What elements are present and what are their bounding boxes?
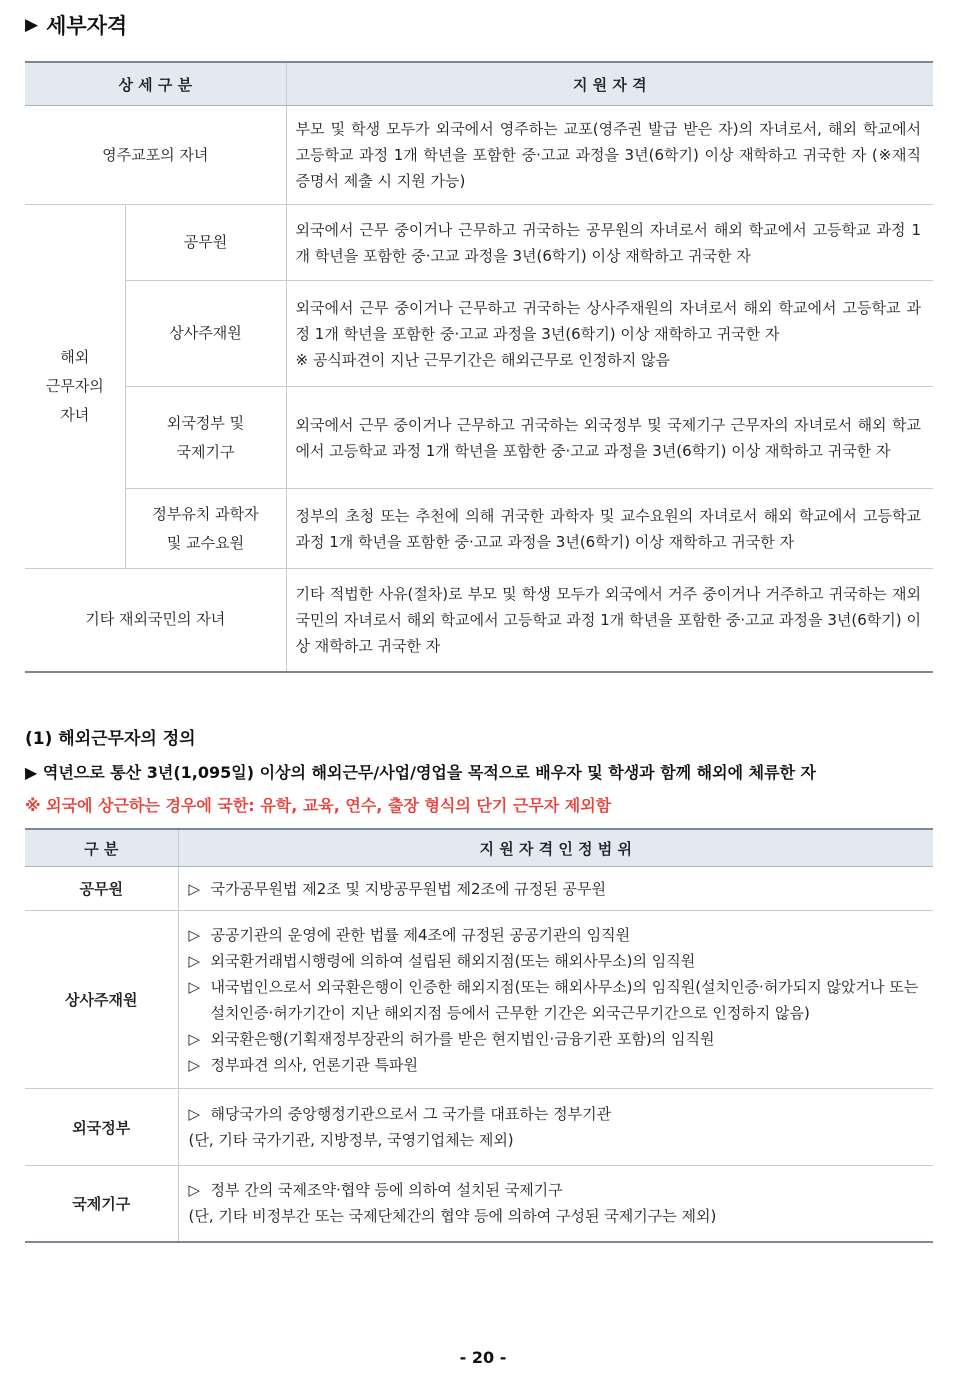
definition-rule-text: 역년으로 통산 3년(1,095일) 이상의 해외근무/사업/영업을 목적으로 배우자 및 학생과 함께 해외에 체류한 자 bbox=[42, 763, 817, 782]
row-label-business: 상사주재원 bbox=[25, 911, 178, 1089]
list-item bbox=[189, 876, 922, 902]
triangle-outline-icon: ▷ bbox=[188, 1181, 201, 1200]
page-number: - 20 - bbox=[459, 1348, 507, 1367]
list-item-text: 정부 간의 국제조약·협약 등에 의하여 설치된 국제기구 bbox=[210, 1181, 563, 1200]
list-item-text: 해당국가의 중앙행정기관으로서 그 국가를 대표하는 정부기관 bbox=[210, 1105, 612, 1123]
row-label-other: 기타 재외국민의 자녀 bbox=[25, 569, 286, 672]
row-label-civil: 공무원 bbox=[25, 867, 178, 911]
row-list-business bbox=[178, 911, 933, 1089]
list-item bbox=[189, 974, 922, 1026]
definition-title: (1) 해외근무자의 정의 bbox=[25, 729, 196, 749]
row-desc-business-note: ※ 공식파견이 지난 근무기간은 해외근무로 인정하지 않음 bbox=[295, 350, 670, 369]
table-row bbox=[25, 1166, 933, 1242]
table-header-row bbox=[25, 829, 933, 867]
section-title-text: 세부자격 bbox=[46, 14, 128, 38]
definition-note: ※ 외국에 상근하는 경우에 국한: 유학, 교육, 연수, 출장 형식의 단기 근무자 제외함 bbox=[25, 796, 612, 815]
triangle-bullet-icon: ▶ bbox=[25, 15, 39, 35]
row-label-foreign-gov bbox=[125, 387, 286, 489]
section-title bbox=[25, 10, 127, 40]
qualification-table bbox=[25, 61, 933, 673]
table-row bbox=[25, 911, 933, 1089]
row-desc-business bbox=[286, 281, 933, 387]
row-label-intl-org: 국제기구 bbox=[25, 1166, 178, 1242]
row-label-scientist bbox=[125, 489, 286, 569]
triangle-outline-icon: ▷ bbox=[188, 879, 201, 898]
list-item-extra: (단, 기타 국가기관, 지방정부, 국영기업체는 제외) bbox=[188, 1131, 514, 1149]
header-category: 구 분 bbox=[25, 829, 178, 867]
table-row bbox=[25, 1089, 933, 1166]
table-row bbox=[25, 867, 933, 911]
row-label-line: 정부유치 과학자 bbox=[152, 504, 259, 523]
triangle-outline-icon: ▷ bbox=[188, 1055, 201, 1074]
header-category: 상 세 구 분 bbox=[25, 62, 286, 106]
row-label-line: 외국정부 및 bbox=[166, 413, 245, 432]
list-item-text: 외국환은행(기획재정부장관의 허가를 받은 현지법인·금융기관 포함)의 임직원 bbox=[210, 1029, 715, 1048]
list-item-text: 공공기관의 운영에 관한 법률 제4조에 규정된 공공기관의 임직원 bbox=[210, 925, 631, 944]
triangle-outline-icon: ▷ bbox=[188, 1029, 201, 1048]
row-label-foreign-gov: 외국정부 bbox=[25, 1089, 178, 1166]
group-label-line: 자녀 bbox=[60, 406, 90, 424]
list-item-text: 내국법인으로서 외국환은행이 인증한 해외지점(또는 해외사무소)의 임직원(설치인증·허가되지 않았거나 또는 설치인증·허가기간이 지난 해외지점 등에서 근무한 기간은 외국근무기간으로 인정하지 않음) bbox=[210, 977, 919, 1022]
triangle-outline-icon: ▷ bbox=[188, 951, 201, 970]
row-label-line: 및 교수요원 bbox=[166, 533, 245, 552]
list-item bbox=[189, 1101, 922, 1127]
row-desc-permanent: 부모 및 학생 모두가 외국에서 영주하는 교포(영주권 발급 받은 자)의 자녀로서, 해외 학교에서 고등학교 과정 1개 학년을 포함한 중·고교 과정을 3년(6학기) 이상 재학하고 귀국한 자 (※재직증명서 제출 시 지원 가능) bbox=[286, 106, 933, 205]
triangle-outline-icon: ▷ bbox=[188, 1105, 201, 1123]
group-label-overseas-workers bbox=[25, 205, 125, 569]
row-label-line: 국제기구 bbox=[176, 442, 235, 461]
triangle-bullet-icon: ▶ bbox=[25, 763, 43, 782]
table-row bbox=[25, 205, 933, 281]
list-item-text: 외국환거래법시행령에 의하여 설립된 해외지점(또는 해외사무소)의 임직원 bbox=[210, 951, 696, 970]
table-row bbox=[25, 281, 933, 387]
triangle-outline-icon: ▷ bbox=[188, 925, 201, 944]
row-desc-foreign-gov: 외국에서 근무 중이거나 근무하고 귀국하는 외국정부 및 국제기구 근무자의 자녀로서 해외 학교에서 고등학교 과정 1개 학년을 포함한 중·고교 과정을 3년(6학기) 이상 재학하고 귀국한 자 bbox=[286, 387, 933, 489]
list-item-text: 정부파견 의사, 언론기관 특파원 bbox=[210, 1055, 418, 1074]
table-row bbox=[25, 489, 933, 569]
row-list-intl-org bbox=[178, 1166, 933, 1242]
list-item bbox=[189, 922, 922, 948]
row-label-business: 상사주재원 bbox=[125, 281, 286, 387]
scope-table bbox=[25, 828, 933, 1243]
table-row bbox=[25, 569, 933, 672]
row-desc-scientist: 정부의 초청 또는 추천에 의해 귀국한 과학자 및 교수요원의 자녀로서 해외 학교에서 고등학교 과정 1개 학년을 포함한 중·고교 과정을 3년(6학기) 이상 재학하고 귀국한 자 bbox=[286, 489, 933, 569]
list-item bbox=[189, 1026, 922, 1052]
row-list-civil bbox=[178, 867, 933, 911]
row-list-foreign-gov bbox=[178, 1089, 933, 1166]
list-item-extra: (단, 기타 비정부간 또는 국제단체간의 협약 등에 의하여 구성된 국제기구는 제외) bbox=[188, 1207, 717, 1226]
definition-rule bbox=[25, 760, 816, 783]
row-label-permanent: 영주교포의 자녀 bbox=[25, 106, 286, 205]
triangle-outline-icon: ▷ bbox=[188, 977, 201, 996]
row-desc-business-text: 외국에서 근무 중이거나 근무하고 귀국하는 상사주재원의 자녀로서 해외 학교에서 고등학교 과정 1개 학년을 포함한 중·고교 과정을 3년(6학기) 이상 재학하고 귀국한 자 bbox=[295, 298, 922, 343]
table-row bbox=[25, 387, 933, 489]
list-item bbox=[189, 1052, 922, 1078]
header-scope: 지 원 자 격 인 정 범 위 bbox=[178, 829, 933, 867]
row-desc-civil: 외국에서 근무 중이거나 근무하고 귀국하는 공무원의 자녀로서 해외 학교에서 고등학교 과정 1개 학년을 포함한 중·고교 과정을 3년(6학기) 이상 재학하고 귀국한 자 bbox=[286, 205, 933, 281]
list-item bbox=[189, 1177, 922, 1203]
table-row bbox=[25, 106, 933, 205]
row-desc-other: 기타 적법한 사유(절차)로 부모 및 학생 모두가 외국에서 거주 중이거나 거주하고 귀국하는 재외국민의 자녀로서 해외 학교에서 고등학교 과정 1개 학년을 포함한 중·고교 과정을 3년(6학기) 이상 재학하고 귀국한 자 bbox=[286, 569, 933, 672]
group-label-line: 해외 bbox=[60, 348, 90, 366]
header-qualification: 지 원 자 격 bbox=[286, 62, 933, 106]
group-label-line: 근무자의 bbox=[45, 377, 104, 395]
list-item-text: 국가공무원법 제2조 및 지방공무원법 제2조에 규정된 공무원 bbox=[210, 879, 606, 898]
list-item bbox=[189, 948, 922, 974]
row-label-civil: 공무원 bbox=[125, 205, 286, 281]
table-header-row bbox=[25, 62, 933, 106]
